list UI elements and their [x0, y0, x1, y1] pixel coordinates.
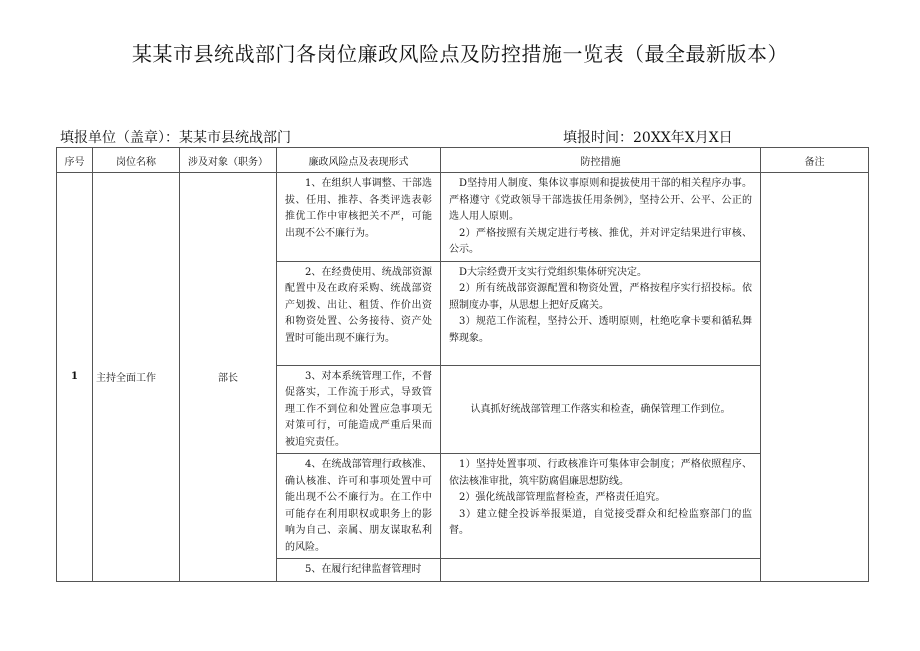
risk-cell — [277, 559, 441, 582]
header-control: 防控措施 — [441, 148, 761, 173]
control-cell — [441, 173, 761, 262]
control-item: 2）所有统战部资源配置和物资处置，严格按程序实行招投标。依照制度办事，从思想上把好反腐关。 — [449, 283, 752, 311]
control-item: 3）建立健全投诉举报渠道，自觉接受群众和纪检监察部门的监督。 — [449, 508, 752, 536]
control-item: 认真抓好统战部管理工作落实和检查，确保管理工作到位。 — [470, 403, 731, 415]
reporting-date: 填报时间：20XX年X月X日 — [563, 130, 733, 146]
document-title: 某某市县统战部门各岗位廉政风险点及防控措施一览表（最全最新版本） — [132, 42, 788, 66]
risk-text: 4、在统战部管理行政核准、确认核准、许可和事项处置中可能出现不公不廉行为。在工作中可能存在利用职权或职务上的影响为自己、亲属、朋友谋取私利的风险。 — [285, 459, 432, 553]
risk-cell — [277, 454, 441, 559]
risk-text: 2、在经费使用、统战部资源配置中及在政府采购、统战部资产划拨、出让、租赁、作价出资和物资处置、公务接待、资产处置时可能出现不廉行为。 — [285, 266, 432, 344]
control-cell — [441, 559, 761, 582]
header-note: 备注 — [761, 148, 869, 173]
risk-cell — [277, 261, 441, 365]
note-cell — [761, 173, 869, 582]
table-header-row — [57, 148, 869, 173]
risk-text: 1、在组织人事调整、干部选拔、任用、推荐、各类评选表彰推优工作中审核把关不严，可能出现不公不廉行为。 — [285, 178, 432, 239]
seq-cell: 1 — [57, 173, 93, 582]
control-item: D大宗经费开支实行党组织集体研究决定。 — [459, 266, 648, 278]
control-cell — [441, 454, 761, 559]
control-cell — [441, 261, 761, 365]
control-item: 3）规范工作流程，坚持公开、透明原则，杜绝吃拿卡要和循私舞弊现象。 — [449, 316, 752, 344]
control-item: 2）严格按照有关规定进行考核、推优，并对评定结果进行审核、公示。 — [449, 227, 752, 255]
table-row — [57, 173, 869, 262]
control-item: 2）强化统战部管理监督检查，严格责任追究。 — [459, 492, 666, 503]
control-item: 1）坚持处置事项、行政核准许可集体审会制度；严格依照程序、依法核准审批，筑牢防腐倡廉思想防线。 — [449, 459, 752, 487]
control-item: D坚持用人制度、集体议事原则和提拔使用干部的相关程序办事。严格遵守《党政领导干部选拔任用条例》，坚持公开、公平、公正的选人用人原则。 — [449, 178, 752, 222]
risk-cell — [277, 365, 441, 454]
header-seq: 序号 — [57, 148, 93, 173]
risk-text: 3、对本系统管理工作，不督促落实，工作流于形式，导致管理工作不到位和处置应急事项无对策可行，可能造成严重后果而被追究责任。 — [285, 370, 432, 448]
control-cell — [441, 365, 761, 454]
risk-cell — [277, 173, 441, 262]
reporting-unit: 填报单位（盖章）：某某市县统战部门 — [60, 130, 291, 146]
header-object: 涉及对象（职务） — [180, 148, 277, 173]
header-post: 岗位名称 — [93, 148, 180, 173]
post-name-cell: 主持全面工作 — [93, 173, 180, 582]
risk-text: 5、在履行纪律监督管理时 — [305, 564, 422, 575]
header-risk: 廉政风险点及表现形式 — [277, 148, 441, 173]
object-cell: 部长 — [180, 173, 277, 582]
risk-control-table — [56, 147, 869, 582]
